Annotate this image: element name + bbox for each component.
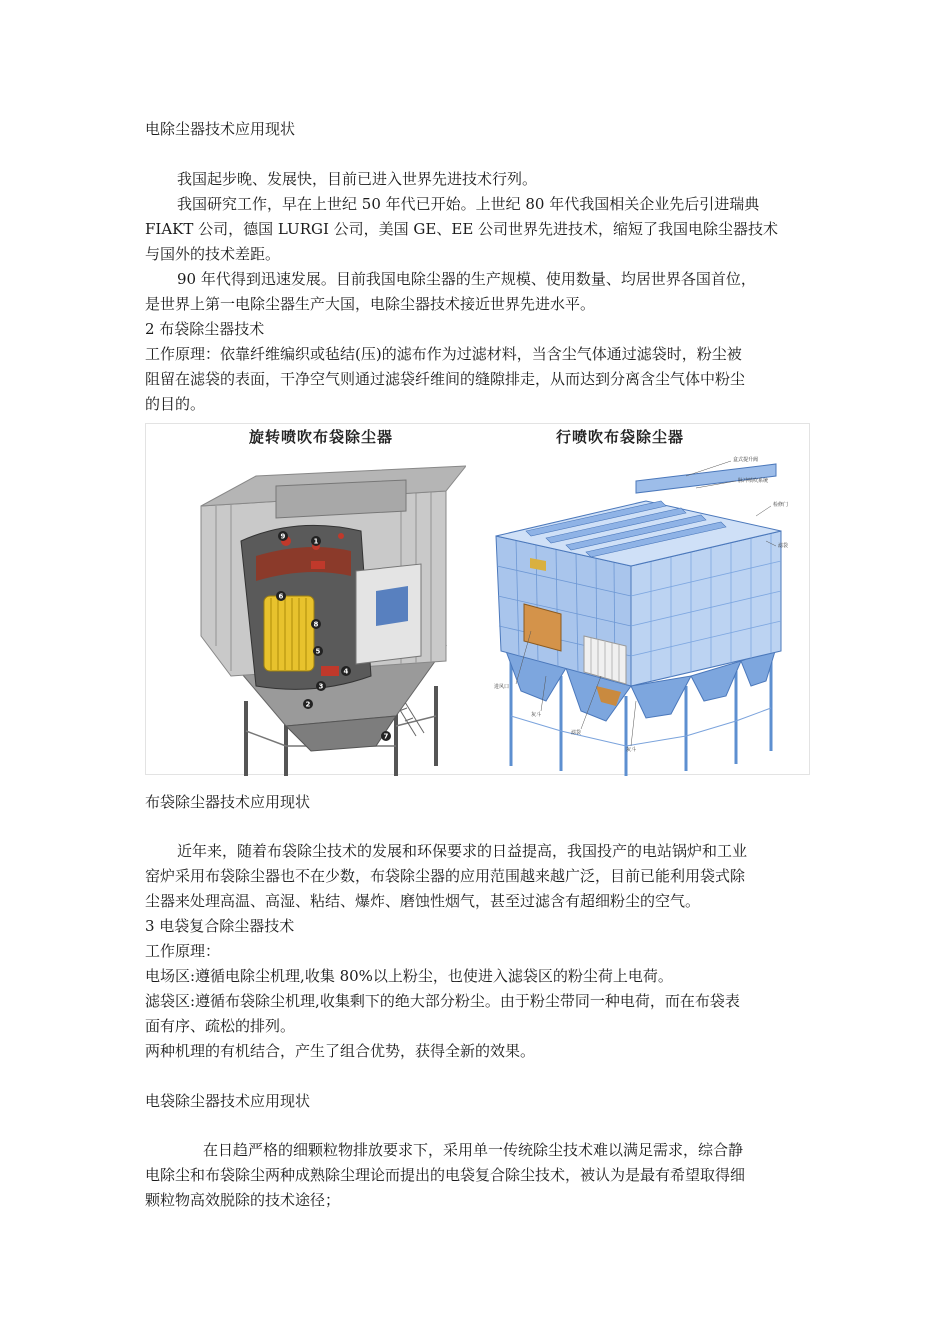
callout-label: 滤袋 — [571, 730, 582, 736]
paragraph-line: 工作原理：依靠纤维编织或毡结(压)的滤布作为过滤材料，当含尘气体通过滤袋时，粉尘被 — [145, 345, 742, 363]
section2-status-heading: 布袋除尘器技术应用现状 — [145, 793, 311, 811]
section3-heading: 3 电袋复合除尘器技术 — [145, 917, 295, 935]
paragraph-line: 工作原理： — [145, 942, 221, 960]
callout-label: 滤袋 — [778, 543, 789, 549]
paragraph-line: 滤袋区:遵循布袋除尘机理,收集剩下的绝大部分粉尘。由于粉尘带同一种电荷，而在布袋表 — [145, 992, 740, 1010]
paragraph-line: 尘器来处理高温、高湿、粘结、爆炸、磨蚀性烟气，甚至过滤含有超细粉尘的空气。 — [145, 892, 701, 910]
row-pulse-bag-filter-illustration — [486, 446, 806, 776]
left-figure-title: 旋转喷吹布袋除尘器 — [249, 428, 394, 446]
paragraph-line: 近年来，随着布袋除尘技术的发展和环保要求的日益提高，我国投产的电站锅炉和工业 — [177, 842, 748, 860]
paragraph-line: 在日趋严格的细颗粒物排放要求下，采用单一传统除尘技术难以满足需求，综合静 — [203, 1141, 744, 1159]
marker-label: 9 — [280, 532, 286, 541]
paragraph-line: 我国研究工作，早在上世纪 50 年代已开始。上世纪 80 年代我国相关企业先后引进瑞典 — [177, 195, 760, 213]
marker-label: 2 — [305, 700, 311, 709]
bag-filter-figure — [145, 423, 810, 775]
marker-label: 3 — [318, 682, 324, 691]
callout-label: 灰斗 — [626, 747, 637, 753]
rotary-bag-filter-illustration — [146, 446, 466, 776]
callout-label: 盒式提升阀 — [733, 457, 759, 463]
section3-status-heading: 电袋除尘器技术应用现状 — [145, 1092, 311, 1110]
paragraph-line: 电场区:遵循电除尘机理,收集 80%以上粉尘，也使进入滤袋区的粉尘荷上电荷。 — [145, 967, 673, 985]
paragraph-line: FIAKT 公司，德国 LURGI 公司，美国 GE、EE 公司世界先进技术，缩短了我国电除尘器技术 — [145, 220, 779, 238]
paragraph-line: 两种机理的有机结合，产生了组合优势，获得全新的效果。 — [145, 1042, 536, 1060]
marker-label: 8 — [313, 620, 319, 629]
paragraph-line: 阻留在滤袋的表面，干净空气则通过滤袋纤维间的缝隙排走，从而达到分离含尘气体中粉尘 — [145, 370, 746, 388]
section1-heading: 电除尘器技术应用现状 — [145, 120, 296, 138]
callout-label: 检修门 — [773, 502, 789, 508]
marker-label: 7 — [383, 732, 389, 741]
right-figure-title: 行喷吹布袋除尘器 — [556, 428, 685, 446]
paragraph-line: 90 年代得到迅速发展。目前我国电除尘器的生产规模、使用数量、均居世界各国首位， — [177, 270, 756, 288]
callout-label: 灰斗 — [531, 712, 542, 718]
paragraph-line: 颗粒物高效脱除的技术途径； — [145, 1191, 341, 1209]
marker-label: 6 — [278, 592, 284, 601]
callout-label: 进风口 — [494, 684, 510, 690]
paragraph-line: 我国起步晚、发展快，目前已进入世界先进技术行列。 — [177, 170, 538, 188]
marker-label: 4 — [343, 667, 349, 676]
paragraph-line: 的目的。 — [145, 395, 206, 413]
section2-heading: 2 布袋除尘器技术 — [145, 320, 265, 338]
paragraph-line: 电除尘和布袋除尘两种成熟除尘理论而提出的电袋复合除尘技术，被认为是最有希望取得细 — [145, 1166, 746, 1184]
marker-label: 1 — [313, 537, 319, 546]
paragraph-line: 窑炉采用布袋除尘器也不在少数，布袋除尘器的应用范围越来越广泛，目前已能利用袋式除 — [145, 867, 746, 885]
paragraph-line: 与国外的技术差距。 — [145, 245, 281, 263]
marker-label: 5 — [315, 647, 321, 656]
callout-label: 脉冲喷吹系统 — [738, 478, 769, 484]
paragraph-line: 面有序、疏松的排列。 — [145, 1017, 296, 1035]
paragraph-line: 是世界上第一电除尘器生产大国，电除尘器技术接近世界先进水平。 — [145, 295, 596, 313]
